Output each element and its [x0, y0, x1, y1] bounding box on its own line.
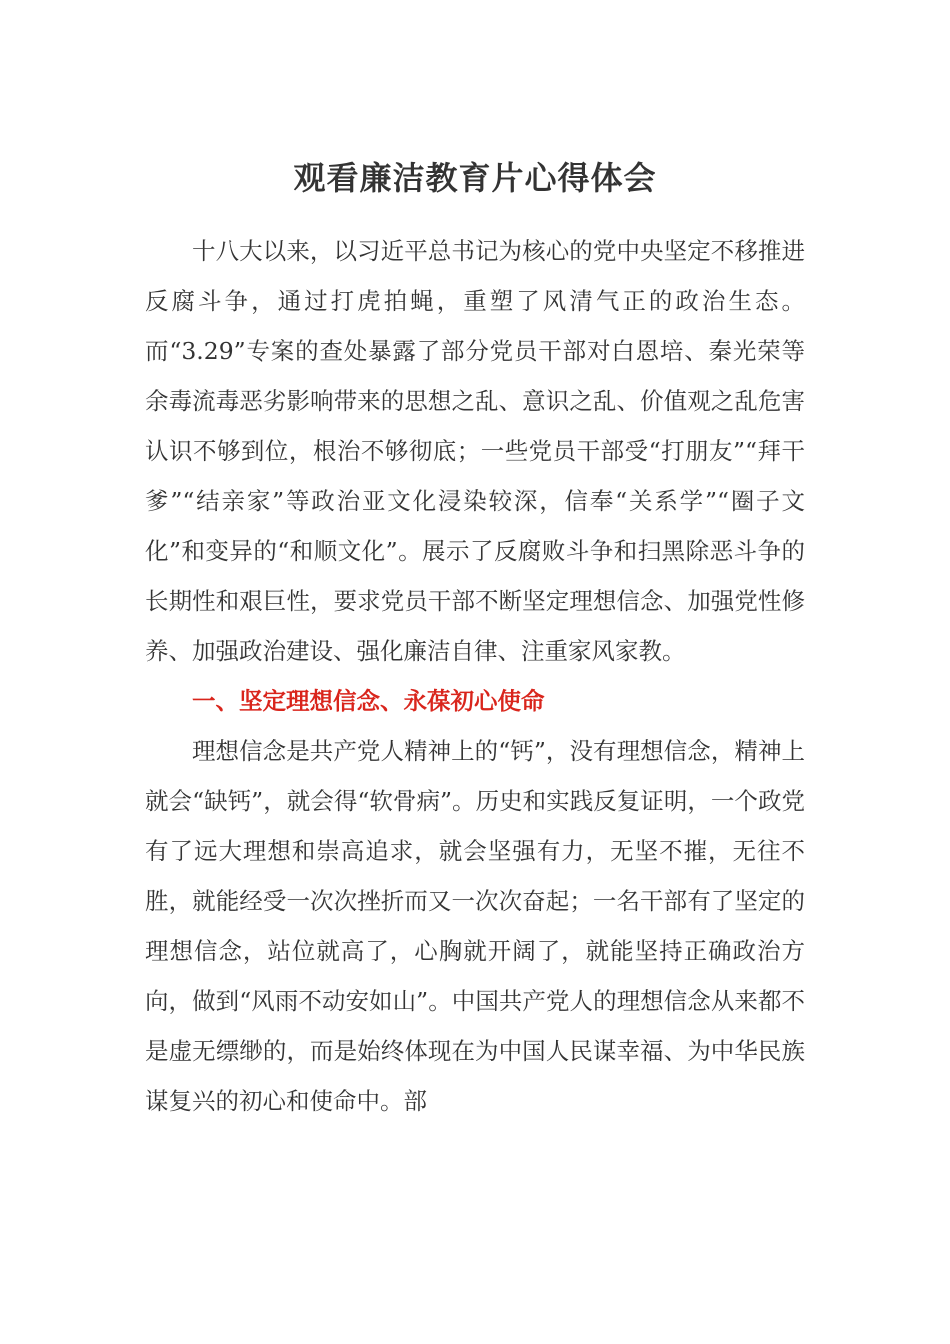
intro-paragraph: 十八大以来，以习近平总书记为核心的党中央坚定不移推进反腐斗争，通过打虎拍蝇，重塑了风清气正的政治生态。而“3.29”专案的查处暴露了部分党员干部对白恩培、秦光荣等余毒流毒恶劣影响带来的思想之乱、意识之乱、价值观之乱危害认识不够到位，根治不够彻底；一些党员干部受“打朋友”“拜干爹”“结亲家”等政治亚文化浸染较深，信奉“关系学”“圈子文化”和变异的“和顺文化”。展示了反腐败斗争和扫黑除恶斗争的长期性和艰巨性，要求党员干部不断坚定理想信念、加强党性修养、加强政治建设、强化廉洁自律、注重家风家教。	[145, 237, 805, 665]
section-heading-1: 一、坚定理想信念、永葆初心使命	[192, 687, 545, 715]
document-body	[145, 226, 805, 1126]
document-title: 观看廉洁教育片心得体会	[293, 159, 657, 197]
section-1-paragraph: 理想信念是共产党人精神上的“钙”，没有理想信念，精神上就会“缺钙”，就会得“软骨病”。历史和实践反复证明，一个政党有了远大理想和崇高追求，就会坚强有力，无坚不摧，无往不胜，就能经受一次次挫折而又一次次奋起；一名干部有了坚定的理想信念，站位就高了，心胸就开阔了，就能坚持正确政治方向，做到“风雨不动安如山”。中国共产党人的理想信念从来都不是虚无缥缈的，而是始终体现在为中国人民谋幸福、为中华民族谋复兴的初心和使命中。部	[145, 737, 805, 1115]
